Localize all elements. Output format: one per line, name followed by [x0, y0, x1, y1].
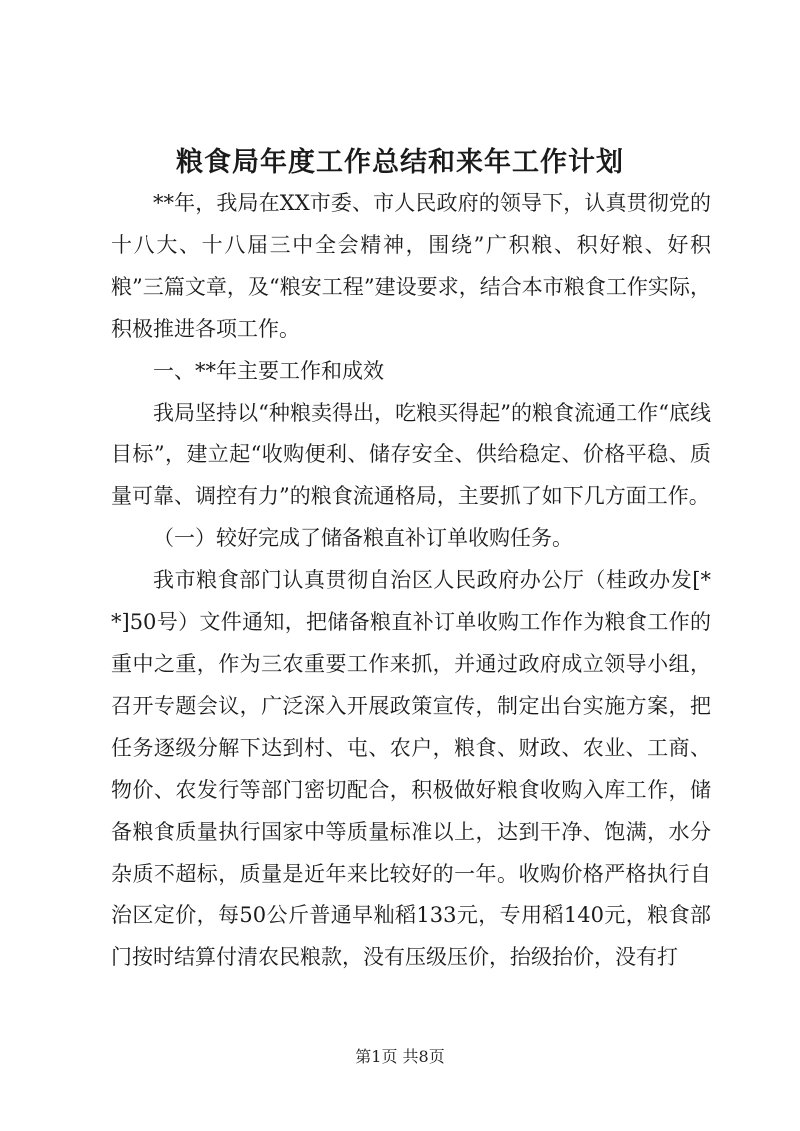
document-body [111, 183, 711, 979]
intro-paragraph: **年，我局在XX市委、市人民政府的领导下，认真贯彻党的十八大、十八届三中全会精神，围绕”广积粮、积好粮、好积粮”三篇文章，及“粮安工程”建设要求，结合本市粮食工作实际，积极推进各项工作。 [111, 191, 711, 341]
section-paragraph: 我局坚持以“种粮卖得出，吃粮买得起”的粮食流通工作“底线目标”，建立起“收购便利、储存安全、供给稳定、价格平稳、质量可靠、调控有力”的粮食流通格局，主要抓了如下几方面工作。 [111, 400, 711, 509]
subsection-heading: （一）较好完成了储备粮直补订单收购任务。 [153, 526, 573, 551]
section-heading: 一、**年主要工作和成效 [153, 358, 384, 383]
subsection-paragraph: 我市粮食部门认真贯彻自治区人民政府办公厅（桂政办发[**]50号）文件通知，把储备粮直补订单收购工作作为粮食工作的重中之重，作为三农重要工作来抓，并通过政府成立领导小组，召开专题会议，广泛深入开展政策宣传，制定出台实施方案，把任务逐级分解下达到村、屯、农户，粮食、财政、农业、工商、物价、农发行等部门密切配合，积极做好粮食收购入库工作，储备粮食质量执行国家中等质量标准以上，达到干净、饱满，水分杂质不超标，质量是近年来比较好的一年。收购价格严格执行自治区定价，每50公斤普通早籼稻133元，专用稻140元，粮食部门按时结算付清农民粮款，没有压级压价，抬级抬价，没有打 [111, 568, 711, 970]
page-footer: 第1页 共8页 [355, 1047, 445, 1066]
document-title: 粮食局年度工作总结和来年工作计划 [176, 147, 624, 178]
